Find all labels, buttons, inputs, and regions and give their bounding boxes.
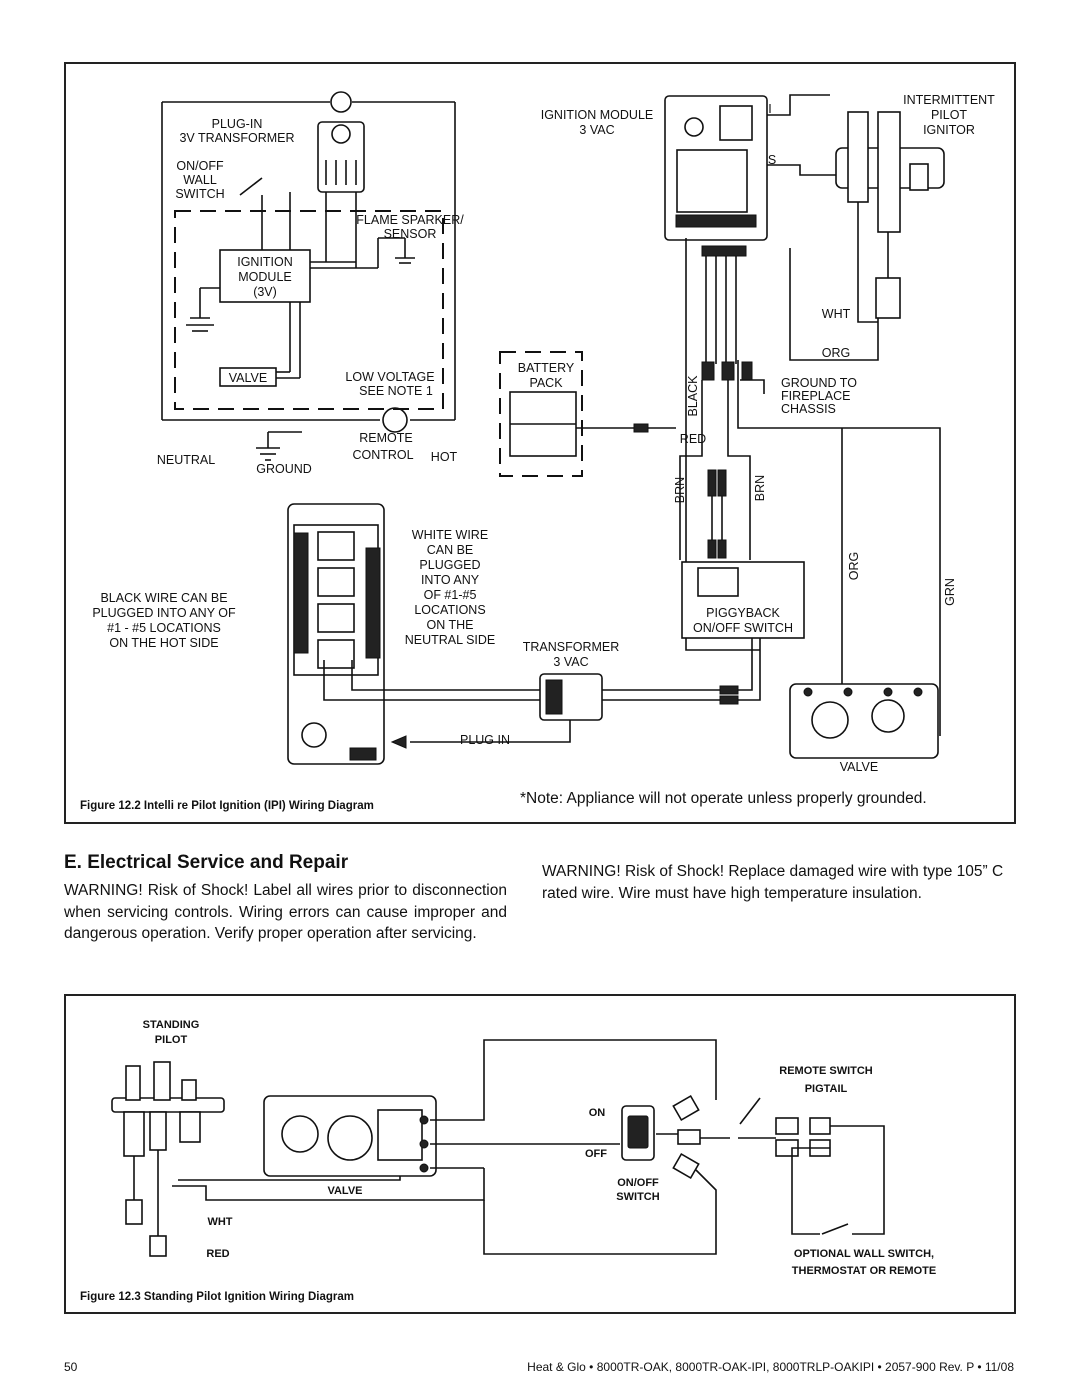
label-intermittent: INTERMITTENT: [903, 93, 995, 107]
label-plugged: PLUGGED: [419, 558, 481, 572]
label-wht: WHT: [821, 307, 851, 321]
label-ground-to: GROUND TO: [781, 376, 857, 390]
label-pack: PACK: [529, 376, 563, 390]
label-standing: STANDING: [142, 1019, 200, 1031]
label-plug-in-arrow: PLUG IN: [459, 733, 511, 747]
label-hot-side: ON THE HOT SIDE: [109, 636, 219, 650]
label-neutral-side: NEUTRAL SIDE: [404, 633, 496, 647]
label-see-note: SEE NOTE 1: [359, 384, 433, 398]
label-on-off: ON/OFF: [176, 159, 224, 173]
label-piggyback: PIGGYBACK: [706, 606, 780, 620]
label-switch: SWITCH: [616, 1191, 660, 1203]
label-optional: OPTIONAL WALL SWITCH,: [793, 1248, 935, 1260]
label-into-any: INTO ANY: [420, 573, 480, 587]
label-sensor: SENSOR: [383, 227, 437, 241]
label-plugged-into: PLUGGED INTO ANY OF: [92, 606, 236, 620]
label-pilot: PILOT: [154, 1034, 188, 1046]
label-3v: (3V): [253, 285, 277, 299]
label-pilot: PILOT: [930, 108, 968, 122]
label-transformer-3vac: 3 VAC: [553, 655, 589, 669]
label-ignitor: IGNITOR: [923, 123, 975, 137]
label-grn: GRN: [943, 578, 957, 606]
label-ignition-module: IGNITION MODULE: [540, 108, 654, 122]
label-brn-right: BRN: [753, 474, 767, 502]
label-pigtail: PIGTAIL: [804, 1083, 848, 1095]
label-remote-switch: REMOTE SWITCH: [779, 1065, 873, 1077]
label-terminal-s: S: [767, 153, 777, 167]
label-1-5-locations: #1 - #5 LOCATIONS: [107, 621, 221, 635]
label-red: RED: [206, 1248, 230, 1260]
label-off: OFF: [585, 1148, 607, 1160]
label-transformer: TRANSFORMER: [522, 640, 620, 654]
footer-text: Heat & Glo • 8000TR-OAK, 8000TR-OAK-IPI, 8000TRLP-OAKIPI • 2057-900 Rev. P • 11/08: [527, 1360, 1014, 1374]
label-fireplace: FIREPLACE: [781, 389, 851, 403]
label-black-wire: BLACK WIRE CAN BE: [100, 591, 228, 605]
page-number: 50: [64, 1360, 78, 1374]
figure-12-2-caption: Figure 12.2 Intelli re Pilot Ignition (IPI) Wiring Diagram: [80, 800, 374, 812]
label-org-vertical: ORG: [847, 551, 861, 581]
warning-label-wires: WARNING! Risk of Shock! Label all wires prior to disconnection when servicing controls. Wiring errors can cause improper and dangerous operation. Verify proper operation after servicing.: [64, 882, 507, 942]
label-low-voltage: LOW VOLTAGE: [345, 370, 435, 384]
label-ground: GROUND: [256, 462, 312, 476]
label-plug-in: PLUG-IN: [211, 117, 263, 131]
label-on-off-switch: ON/OFF SWITCH: [693, 621, 793, 635]
label-ignition: IGNITION: [237, 255, 293, 269]
label-3v-transformer: 3V TRANSFORMER: [179, 131, 295, 145]
label-3-vac: 3 VAC: [579, 123, 615, 137]
label-of-1-5: OF #1-#5: [423, 588, 477, 602]
label-flame-sparker: FLAME SPARKER/: [356, 213, 464, 227]
label-switch: SWITCH: [175, 187, 225, 201]
label-terminal-i: I: [768, 102, 772, 116]
gas-valve-icon: [264, 1096, 436, 1176]
label-valve: VALVE: [327, 1185, 363, 1197]
label-red: RED: [679, 432, 707, 446]
label-battery: BATTERY: [517, 361, 575, 375]
grounding-note: *Note: Appliance will not operate unless properly grounded.: [520, 790, 927, 807]
label-locations: LOCATIONS: [414, 603, 486, 617]
on-off-switch-icon: [622, 1106, 654, 1160]
label-on-the: ON THE: [426, 618, 474, 632]
label-valve-box: VALVE: [228, 371, 268, 385]
label-black: BLACK: [686, 375, 700, 417]
label-chassis: CHASSIS: [781, 402, 836, 416]
label-control: CONTROL: [352, 448, 414, 462]
label-wall: WALL: [183, 173, 217, 187]
label-wht: WHT: [207, 1216, 233, 1228]
label-org: ORG: [821, 346, 851, 360]
label-brn-left: BRN: [673, 476, 687, 504]
figure-12-3-caption: Figure 12.3 Standing Pilot Ignition Wiring Diagram: [80, 1291, 354, 1303]
label-white-wire: WHITE WIRE: [411, 528, 489, 542]
label-on: ON: [588, 1107, 606, 1119]
label-thermostat-remote: THERMOSTAT OR REMOTE: [791, 1265, 937, 1277]
label-neutral: NEUTRAL: [156, 453, 216, 467]
label-on-off: ON/OFF: [617, 1177, 659, 1189]
label-remote: REMOTE: [359, 431, 413, 445]
label-module: MODULE: [238, 270, 292, 284]
label-valve: VALVE: [839, 760, 879, 774]
label-hot: HOT: [430, 450, 458, 464]
warning-replace-wire: WARNING! Risk of Shock! Replace damaged wire with type 105” C rated wire. Wire must have high temperature insulation.: [542, 863, 1004, 902]
wall-switch-icon: [822, 1224, 848, 1234]
section-heading: E. Electrical Service and Repair: [64, 852, 349, 873]
label-can-be: CAN BE: [426, 543, 474, 557]
